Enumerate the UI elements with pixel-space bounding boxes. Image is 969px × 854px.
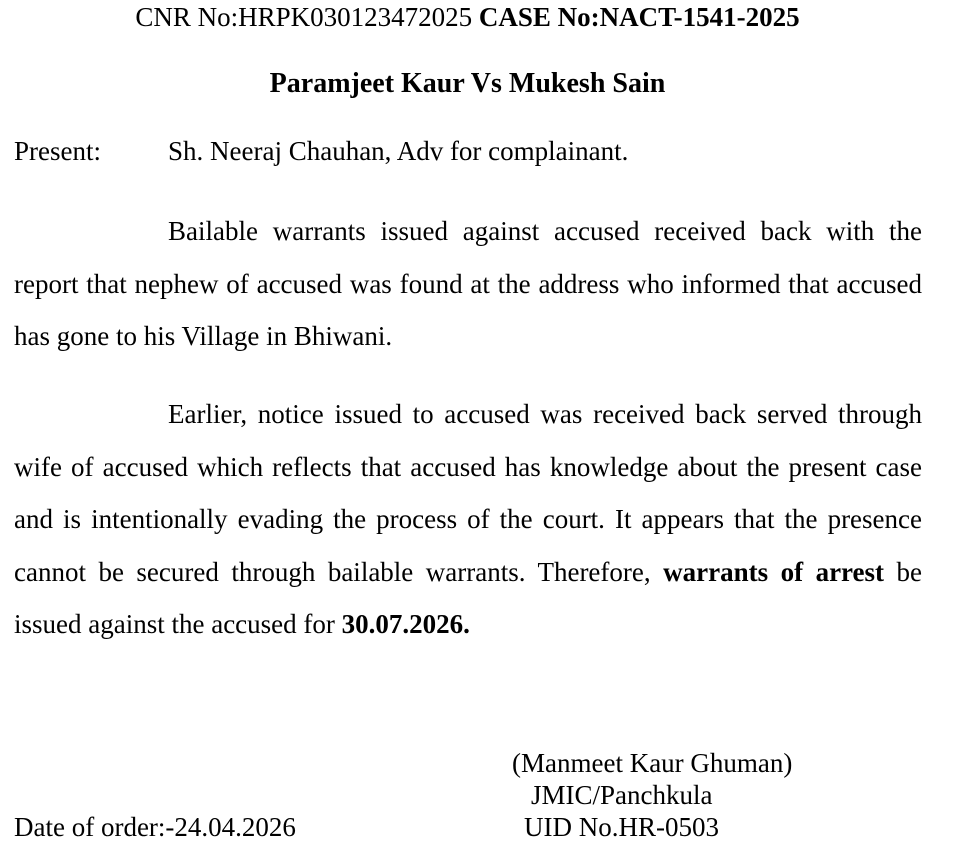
order-paragraph-2 — [14, 388, 922, 651]
warrants-of-arrest-phrase: warrants of arrest — [663, 556, 885, 587]
case-header — [0, 2, 935, 33]
signatory-name: (Manmeet Kaur Ghuman) — [512, 748, 793, 778]
signatory-designation: JMIC/Panchkula — [531, 780, 713, 810]
paragraph-2-middle: be issued against the accused for — [14, 556, 922, 639]
present-value: Sh. Neeraj Chauhan, Adv for complainant. — [168, 136, 629, 166]
paragraph-2-text: Earlier, notice issued to accused was received back served through wife of accused which reflects that accused has knowledge about the present case and is intentionally evading the process of the court. It appears that the presence cannot be secured through bailable warrants. Therefore, — [14, 399, 922, 587]
signatory-uid: UID No.HR-0503 — [524, 812, 719, 842]
order-date: Date of order:-24.04.2026 — [14, 812, 296, 842]
case-title: Paramjeet Kaur Vs Mukesh Sain — [269, 68, 666, 99]
case-number: CASE No:NACT-1541-2025 — [478, 2, 800, 32]
present-label: Present: — [14, 136, 101, 166]
order-paragraph-1: Bailable warrants issued against accused received back with the report that nephew of accused was found at the address who informed that accused has gone to his Village in Bhiwani. — [14, 216, 922, 351]
next-date: 30.07.2026. — [341, 609, 470, 639]
cnr-number: CNR No:HRPK030123472025 — [135, 2, 473, 32]
